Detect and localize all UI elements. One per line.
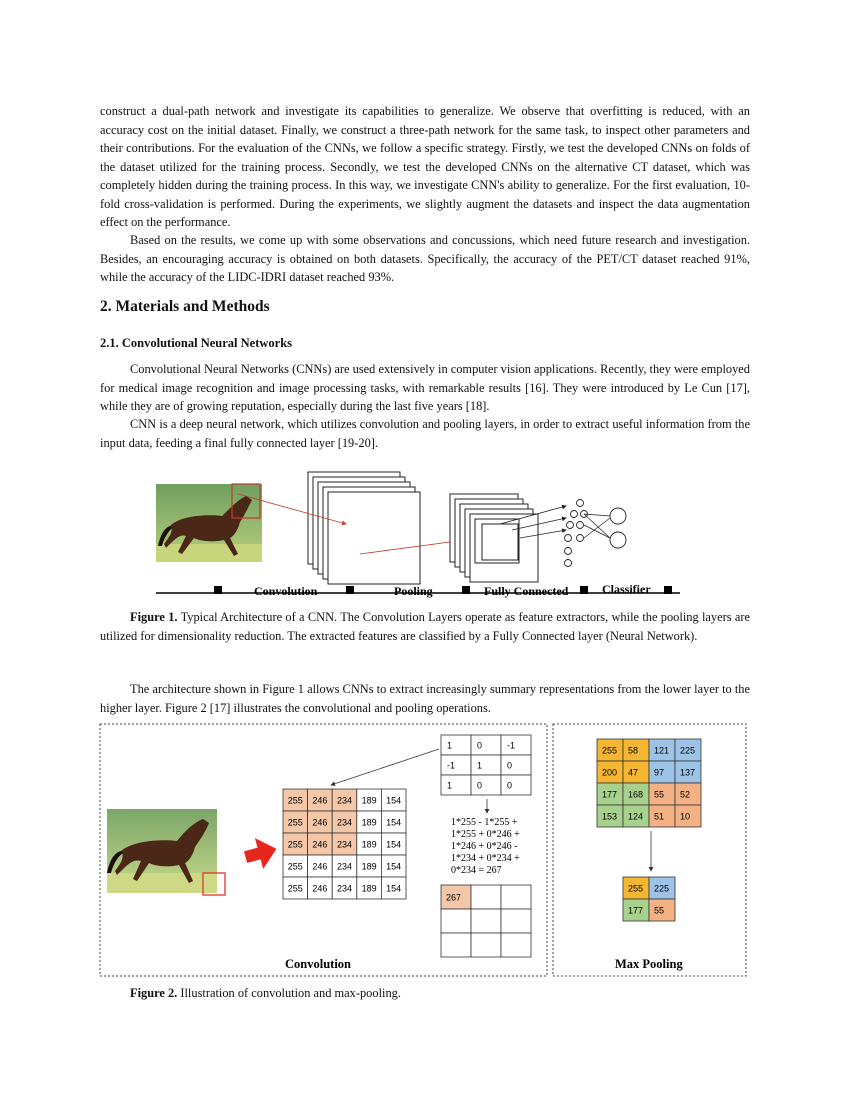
input-matrix-value: 154: [386, 795, 402, 806]
cnn-paragraph-1: Convolutional Neural Networks (CNNs) are used extensively in computer vision applications. Recently, they were employed for medical image recognition and image processing tasks, with remarkable results [16]. They were introduced by Le Cun [17], while they are of growing reputation, especially during the last five years [18].: [100, 362, 750, 413]
figure1-caption: [100, 608, 750, 645]
intro-paragraph-1: construct a dual-path network and investigate its capabilities to generalize. We observe that overfitting is reduced, with an accuracy cost on the initial dataset. Finally, we construct a three-path network for the same task, to inspect other parameters and their contributions. For the evaluation of the CNNs, we follow a specific strategy. Firstly, we test the developed CNNs on folds of the dataset utilized for the training process. Secondly, we test the developed CNNs on the alternative CT dataset, which was completely hidden during the training process. In this way, we investigate CNN's ability to generalize. For the first evaluation, 10-fold cross-validation is performed. During the experiments, we slightly augment the datasets and inspect the data augmentation effect on the performance.: [100, 104, 750, 229]
kernel-matrix-value: 0: [507, 780, 513, 791]
pooling-input-value: 225: [680, 745, 696, 756]
input-matrix-value: 189: [361, 817, 377, 828]
kernel-matrix-value: 1: [447, 740, 453, 751]
input-matrix-value: 154: [386, 883, 402, 894]
input-matrix-value: 189: [361, 839, 377, 850]
input-matrix-value: 234: [336, 861, 353, 872]
kernel-matrix-cell: [471, 735, 501, 755]
input-matrix-value: 154: [386, 839, 402, 850]
label-convolution: Convolution: [254, 584, 318, 598]
kernel-matrix-cell: [441, 755, 471, 775]
label-fully-connected: Fully Connected: [484, 584, 569, 598]
pooling-input-value: 177: [602, 789, 618, 800]
pooling-input-value: 121: [654, 745, 670, 756]
kernel-matrix-cell: [471, 775, 501, 795]
pooling-output-value: 177: [628, 905, 644, 916]
pooling-input-value: 168: [628, 789, 644, 800]
intro-paragraph-2: Based on the results, we come up with some observations and concussions, which need future research and investigation. Besides, an encouraging accuracy is obtained on both datasets. Specifically, the accuracy of the PET/CT dataset reached 91%, while the accuracy of the LIDC-IDRI dataset reached 93%.: [100, 233, 750, 284]
figure1-caption-label: Figure 1.: [130, 610, 178, 624]
equation: [451, 817, 520, 876]
subsection-heading: 2.1. Convolutional Neural Networks: [100, 336, 293, 350]
pooling-input-value: 97: [654, 767, 665, 778]
pooling-input-value: 55: [654, 789, 665, 800]
kernel-matrix-cell: [501, 755, 531, 775]
input-matrix-value: 255: [287, 839, 303, 850]
equation-line: 1*255 + 0*246 +: [451, 829, 520, 840]
pooling-input-matrix: [597, 739, 701, 827]
pooling-output-value: 255: [628, 883, 644, 894]
convolution-feature-maps: [308, 472, 420, 584]
input-matrix-value: 246: [312, 861, 328, 872]
pooling-output-value: 225: [654, 883, 670, 894]
pooling-input-value: 47: [628, 767, 639, 778]
input-matrix-value: 234: [336, 883, 353, 894]
pooling-input-value: 10: [680, 811, 691, 822]
input-matrix-value: 189: [361, 861, 377, 872]
kernel-matrix-value: -1: [447, 760, 456, 771]
pooling-input-value: 51: [654, 811, 665, 822]
output-matrix-cell: [441, 933, 471, 957]
kernel-arrow: [331, 749, 439, 785]
equation-line: 1*255 - 1*255 +: [451, 817, 518, 828]
equation-line: 0*234 = 267: [451, 865, 502, 876]
kernel-matrix-value: 1: [447, 780, 453, 791]
input-matrix-value: 246: [312, 839, 328, 850]
input-matrix-value: 234: [336, 817, 353, 828]
figure2-caption-text: Illustration of convolution and max-pooling.: [177, 986, 401, 1000]
figure2-caption-label: Figure 2.: [130, 986, 178, 1000]
kernel-matrix-value: 0: [507, 760, 513, 771]
input-matrix-value: 234: [336, 839, 353, 850]
output-matrix-cell: [501, 933, 531, 957]
input-matrix-value: 255: [287, 883, 303, 894]
pooling-input-value: 137: [680, 767, 696, 778]
label-classifier: Classifier: [602, 582, 651, 596]
kernel-matrix: [441, 735, 531, 795]
pooling-input-value: 52: [680, 789, 691, 800]
input-matrix: [283, 789, 406, 899]
pooling-input-value: 200: [602, 767, 618, 778]
cnn-paragraph-2: CNN is a deep neural network, which utilizes convolution and pooling layers, in order to extract useful information from the input data, feeding a final fully connected layer [19-20].: [100, 417, 750, 450]
output-matrix: [441, 885, 531, 957]
kernel-matrix-value: 0: [477, 780, 483, 791]
output-matrix-value: 267: [446, 892, 462, 903]
equation-line: 1*234 + 0*234 +: [451, 853, 520, 864]
input-matrix-value: 234: [336, 795, 353, 806]
classifier-neurons: [610, 508, 626, 548]
output-matrix-cell: [471, 885, 501, 909]
pooling-output-value: 55: [654, 905, 665, 916]
kernel-matrix-cell: [501, 775, 531, 795]
kernel-matrix-cell: [441, 775, 471, 795]
section-heading: 2. Materials and Methods: [100, 298, 270, 315]
pooling-feature-maps: [450, 494, 538, 582]
cnn-paragraph-3: The architecture shown in Figure 1 allows CNNs to extract increasingly summary representations from the lower layer to the higher layer. Figure 2 [17] illustrates the convolutional and pooling operations.: [100, 682, 750, 715]
input-matrix-value: 255: [287, 861, 303, 872]
pooling-input-value: 124: [628, 811, 644, 822]
red-arrow-icon: [241, 833, 280, 872]
output-matrix-cell: [471, 909, 501, 933]
kernel-matrix-cell: [501, 735, 531, 755]
output-matrix-cell: [501, 909, 531, 933]
figure2-caption: [100, 984, 750, 1003]
kernel-matrix-value: 1: [477, 760, 483, 771]
kernel-matrix-cell: [471, 755, 501, 775]
input-matrix-value: 189: [361, 795, 377, 806]
kernel-matrix-value: -1: [507, 740, 516, 751]
classifier-connections: [584, 514, 610, 538]
input-matrix-value: 246: [312, 817, 328, 828]
convolution-title: Convolution: [285, 957, 351, 971]
input-matrix-value: 154: [386, 817, 402, 828]
horse-photo: [156, 484, 262, 562]
pooling-input-value: 255: [602, 745, 618, 756]
figure1-diagram: [150, 466, 690, 606]
pooling-input-value: 153: [602, 811, 618, 822]
input-matrix-value: 255: [287, 795, 303, 806]
figure1-caption-text: Typical Architecture of a CNN. The Convolution Layers operate as feature extractors, while the pooling layers are utilized for dimensionality reduction. The extracted features are classified by a Fully Connected layer (Neural Network).: [100, 610, 750, 643]
input-matrix-value: 255: [287, 817, 303, 828]
horse-photo-2: [107, 809, 225, 895]
input-matrix-value: 154: [386, 861, 402, 872]
output-matrix-cell: [471, 933, 501, 957]
fully-connected-neurons: [565, 500, 588, 567]
pooling-output-matrix: [623, 877, 675, 921]
label-pooling: Pooling: [394, 584, 433, 598]
figure2-diagram: [99, 723, 749, 979]
kernel-matrix-cell: [441, 735, 471, 755]
pooling-input-value: 58: [628, 745, 639, 756]
kernel-matrix-value: 0: [477, 740, 483, 751]
max-pooling-title: Max Pooling: [615, 957, 683, 971]
equation-line: 1*246 + 0*246 -: [451, 841, 518, 852]
output-matrix-cell: [441, 909, 471, 933]
input-matrix-value: 246: [312, 883, 328, 894]
output-matrix-cell: [501, 885, 531, 909]
input-matrix-value: 189: [361, 883, 377, 894]
input-matrix-value: 246: [312, 795, 328, 806]
